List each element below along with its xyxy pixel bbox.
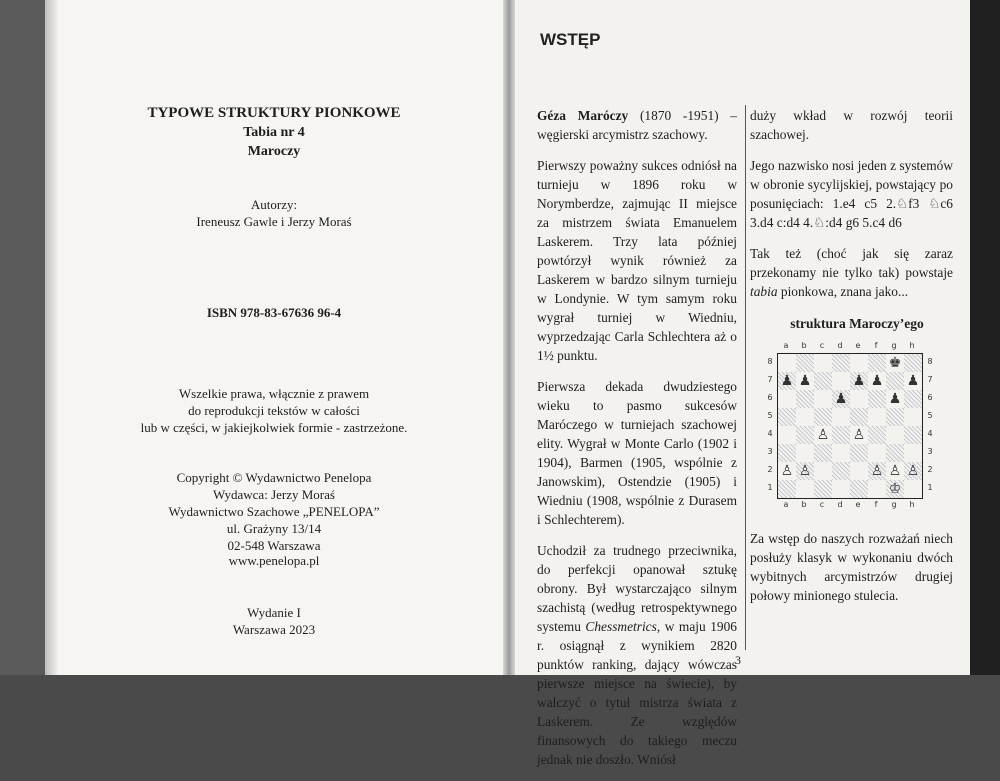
board-square (814, 462, 832, 480)
board-square (904, 354, 922, 372)
text-column-right-bottom (750, 529, 953, 617)
file-label: a (783, 500, 789, 509)
board-square (886, 444, 904, 462)
authors-names: Ireneusz Gawle i Jerzy Moraś (196, 214, 352, 229)
file-label: f (874, 341, 878, 350)
book-title-block (45, 104, 503, 161)
rank-label: 2 (767, 465, 773, 474)
rank-label: 5 (927, 411, 933, 420)
file-label: e (855, 341, 861, 350)
publisher-name: Wydawnictwo Szachowe „PENELOPA” (168, 504, 380, 519)
file-label: b (801, 341, 807, 350)
board-square (868, 444, 886, 462)
board-square (886, 372, 904, 390)
board-square (904, 480, 922, 498)
file-label: e (855, 500, 861, 509)
board-square (886, 408, 904, 426)
rank-label: 6 (927, 393, 933, 402)
board-square (832, 480, 850, 498)
board-square (868, 480, 886, 498)
file-label: d (837, 341, 843, 350)
paragraph: Géza Maróczy (1870 -1951) – węgierski arcymistrz szachowy. (537, 108, 737, 142)
board-square (832, 426, 850, 444)
book-subtitle: Tabia nr 4 (243, 125, 305, 140)
rank-label: 1 (927, 483, 933, 492)
rank-label: 7 (927, 375, 933, 384)
board-square (778, 408, 796, 426)
page-shadow (45, 0, 59, 675)
board-square (796, 408, 814, 426)
board-square (814, 372, 832, 390)
text-column-left (537, 106, 737, 781)
address-city: 02-548 Warszawa (227, 538, 321, 553)
board-square (814, 390, 832, 408)
edition-place-year: Warszawa 2023 (232, 622, 316, 637)
board-square (778, 444, 796, 462)
column-divider (745, 105, 746, 650)
chess-piece-d6: ♟ (834, 391, 848, 407)
publisher-line: Wydawca: Jerzy Moraś (213, 487, 335, 502)
copyright-block (45, 469, 503, 554)
board-square (814, 354, 832, 372)
board-square (904, 408, 922, 426)
board-square (832, 372, 850, 390)
chess-piece-g6: ♟ (888, 391, 902, 407)
board-square (778, 390, 796, 408)
rank-label: 8 (927, 357, 933, 366)
page-number: 3 (735, 653, 741, 667)
board-square (850, 408, 868, 426)
file-label: h (909, 500, 915, 509)
file-label: h (909, 341, 915, 350)
file-label: c (819, 341, 825, 350)
figure-title: struktura Maroczy’ego (790, 316, 924, 331)
board-square (904, 444, 922, 462)
chess-piece-a2: ♙ (780, 463, 794, 479)
rights-line: Wszelkie prawa, włącznie z prawem (178, 386, 370, 401)
book-topic: Maroczy (247, 144, 301, 159)
person-name: Géza Maróczy (537, 108, 629, 123)
board-square (832, 354, 850, 372)
board-square (814, 408, 832, 426)
chess-piece-f2: ♙ (870, 463, 884, 479)
board-square (814, 480, 832, 498)
board-square (886, 426, 904, 444)
chess-piece-b2: ♙ (798, 463, 812, 479)
chess-piece-g1: ♔ (888, 481, 902, 497)
file-label: b (801, 500, 807, 509)
rank-label: 3 (767, 447, 773, 456)
rank-label: 8 (767, 357, 773, 366)
board-square (814, 444, 832, 462)
board-square (850, 480, 868, 498)
file-label: a (783, 341, 789, 350)
board-square (832, 462, 850, 480)
rights-line: do reprodukcji tekstów w całości (188, 403, 360, 418)
file-label: g (891, 341, 897, 350)
file-label: f (874, 500, 878, 509)
board-square (850, 462, 868, 480)
rights-block (45, 385, 503, 436)
board-square (796, 480, 814, 498)
authors-label: Autorzy: (250, 197, 298, 212)
chess-diagram (765, 341, 940, 521)
board-square (796, 390, 814, 408)
chess-piece-e7: ♟ (852, 373, 866, 389)
file-label: c (819, 500, 825, 509)
board-square (796, 354, 814, 372)
rank-label: 7 (767, 375, 773, 384)
board-square (832, 444, 850, 462)
rank-label: 1 (767, 483, 773, 492)
board-square (778, 426, 796, 444)
board-square (778, 354, 796, 372)
board-square (904, 390, 922, 408)
chess-piece-f7: ♟ (870, 373, 884, 389)
chess-piece-a7: ♟ (780, 373, 794, 389)
website: www.penelopa.pl (228, 553, 320, 568)
rank-label: 4 (927, 429, 933, 438)
file-label: d (837, 500, 843, 509)
chess-piece-b7: ♟ (798, 373, 812, 389)
rank-label: 2 (927, 465, 933, 474)
address-street: ul. Grażyny 13/14 (226, 521, 322, 536)
paragraph: Pierwszy poważny sukces odniósł na turnieju w 1896 roku w Norymberdze, zajmując II miejsce za mistrzem świata Emanuelem Laskerem. Trzy lata później powtórzył wynik również za Laskerem w bardzo silnym turnieju w Londynie. W tym samym roku wygrał turniej w Wiedniu, wyprzedzając Carla Schlechtera aż o 1½ punktu. (537, 158, 737, 363)
chess-board (777, 353, 923, 499)
paragraph: Jego nazwisko nosi jeden z systemów w obronie sycylijskiej, powstający po posunięciach: 1.e4 c5 2.♘f3 ♘c6 3.d4 c:d4 4.♘:d4 g6 5.c4 d6 (750, 158, 953, 230)
rank-label: 3 (927, 447, 933, 456)
chess-piece-e4: ♙ (852, 427, 866, 443)
paragraph: Pierwsza dekada dwudziestego wieku to pasmo sukcesów Maróczego w turniejach szachowej elity. Wygrał w Monte Carlo (1902 i 1904), Barmen (1905, wspólnie z Janowskim), Ostendzie (1905) i Wiedniu (1908, wspólnie z Durasem i Schlechterem). (537, 379, 737, 527)
file-label: g (891, 500, 897, 509)
board-square (796, 444, 814, 462)
chess-piece-g2: ♙ (888, 463, 902, 479)
chess-piece-c4: ♙ (816, 427, 830, 443)
left-page (45, 0, 503, 675)
board-square (868, 354, 886, 372)
board-square (778, 480, 796, 498)
isbn: ISBN 978-83-67636 96-4 (206, 305, 342, 320)
book-gutter (503, 0, 515, 675)
board-square (796, 426, 814, 444)
edition: Wydanie I (247, 605, 301, 620)
background-right (970, 0, 1000, 675)
paragraph: Tak też (choć jak się zaraz przekonamy nie tylko tak) powstaje tabia pionkowa, znana jako... (750, 246, 953, 299)
authors-block (45, 196, 503, 230)
chess-piece-g8: ♚ (888, 355, 902, 371)
board-square (850, 444, 868, 462)
paragraph: duży wkład w rozwój teorii szachowej. (750, 108, 953, 142)
board-square (868, 408, 886, 426)
board-square (850, 390, 868, 408)
chess-piece-h2: ♙ (906, 463, 920, 479)
rank-label: 4 (767, 429, 773, 438)
rank-label: 6 (767, 393, 773, 402)
edition-block (45, 604, 503, 638)
board-square (850, 354, 868, 372)
chapter-heading: WSTĘP (540, 30, 601, 49)
copyright-line: Copyright © Wydawnictwo Penelopa (176, 470, 372, 485)
board-square (868, 426, 886, 444)
paragraph: Za wstęp do naszych rozważań niech posłuży klasyk w wykonaniu dwóch wybitnych arcymistrzów drugiej połowy minionego stulecia. (750, 531, 953, 603)
board-square (832, 408, 850, 426)
paragraph: Uchodził za trudnego przeciwnika, do perfekcji opanował sztukę obrony. Był wystarczająco silnym szachistą (według retrospektywnego systemu Chessmetrics, w maju 1906 r. osiągnął z wynikiem 2820 punktów ranking, dający wówczas pierwsze miejsce na świecie), by walczyć o tytuł mistrza świata z Laskerem. Ze względów finansowych do takiego meczu jednak nie doszło. Wniósł (537, 543, 737, 767)
rank-label: 5 (767, 411, 773, 420)
text-column-right (750, 106, 953, 313)
book-title: TYPOWE STRUKTURY PIONKOWE (147, 105, 401, 121)
background-left (0, 0, 45, 675)
rights-line: lub w części, w jakiejkolwiek formie - zastrzeżone. (140, 420, 408, 435)
board-square (904, 426, 922, 444)
chess-piece-h7: ♟ (906, 373, 920, 389)
board-square (868, 390, 886, 408)
